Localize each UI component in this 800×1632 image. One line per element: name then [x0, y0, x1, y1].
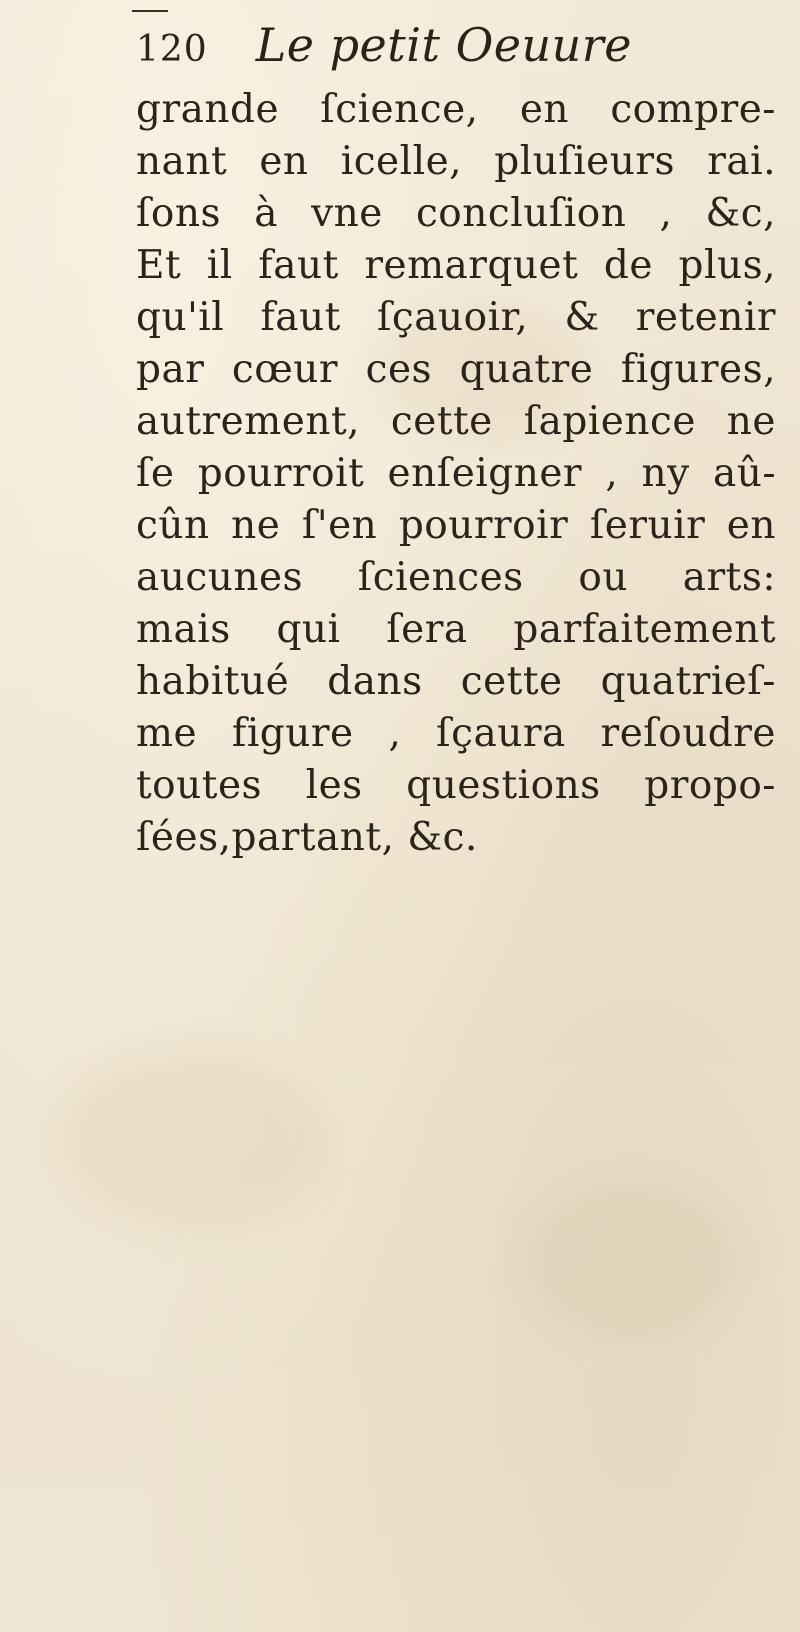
text-line: ſons à vne concluſion , &c, — [136, 191, 776, 236]
text-line: grande ſcience, en compre- — [136, 87, 776, 132]
text-line-last: ſées,partant, &c. — [136, 815, 478, 860]
text-line: Et il faut remarquet de plus, — [136, 243, 776, 288]
text-line: autrement, cette ſapience ne — [136, 399, 776, 444]
text-line: par cœur ces quatre figures, — [136, 347, 776, 392]
paper-stain — [520, 1180, 740, 1340]
text-line: cûn ne ſ'en pourroir ſeruir en — [136, 503, 776, 548]
header-mark — [132, 10, 168, 12]
page-number: 120 — [136, 29, 208, 70]
text-line: mais qui ſera parfaitement — [136, 607, 776, 652]
body-text — [136, 84, 776, 864]
text-line: me figure , ſçaura reſoudre — [136, 711, 776, 756]
paper-stain — [60, 1050, 320, 1230]
text-line: habitué dans cette quatrieſ- — [136, 659, 776, 704]
text-line: nant en icelle, pluſieurs rai. — [136, 139, 776, 184]
text-line: toutes les questions propo- — [136, 763, 776, 808]
page-header — [136, 18, 632, 88]
text-line: qu'il faut ſçauoir, & retenir — [136, 295, 776, 340]
text-line: aucunes ſciences ou arts: — [136, 555, 776, 600]
text-line: ſe pourroit enſeigner , ny aû- — [136, 451, 776, 496]
running-head: Le petit Oeuure — [255, 18, 632, 72]
